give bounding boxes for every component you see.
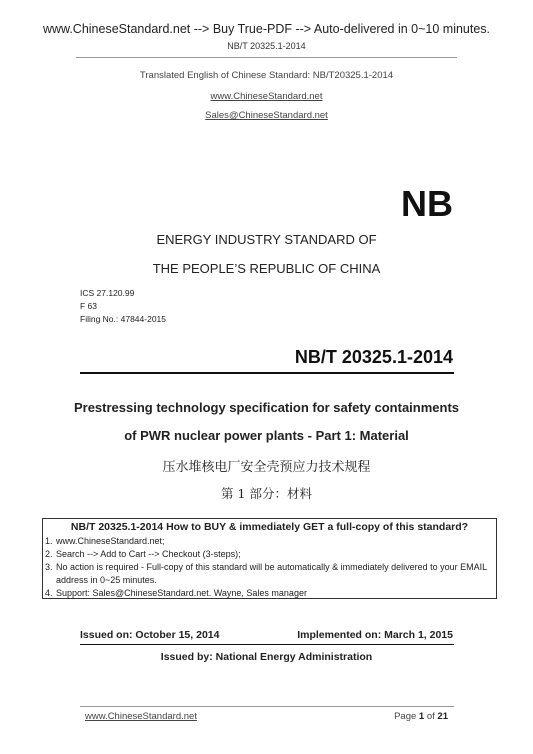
- website-link[interactable]: www.ChineseStandard.net: [210, 91, 323, 102]
- filing-number: Filing No.: 47844-2015: [80, 314, 167, 324]
- list-item: [45, 587, 494, 600]
- standard-type-line2: THE PEOPLE’S REPUBLIC OF CHINA: [152, 261, 381, 276]
- purchase-steps: [45, 535, 494, 600]
- step-text[interactable]: www.ChineseStandard.net;: [56, 536, 165, 546]
- purchase-heading: NB/T 20325.1-2014 How to BUY & immediately GET a full-copy of this standard?: [70, 521, 469, 533]
- implemented-date: Implemented on: March 1, 2015: [297, 629, 453, 641]
- dates-rule: [80, 644, 454, 645]
- step-number: 2.: [45, 549, 53, 559]
- standard-code: NB: [401, 183, 453, 224]
- ccs-code: F 63: [80, 301, 98, 311]
- page-indicator: [394, 711, 448, 722]
- translation-line: Translated English of Chinese Standard: NB/T20325.1-2014: [139, 70, 394, 81]
- step-number: 3.: [45, 562, 53, 572]
- email-link[interactable]: Sales@ChineseStandard.net: [205, 110, 328, 121]
- title-cn-line1: 压水堆核电厂安全壳预应力技术规程: [162, 460, 371, 475]
- list-item: [45, 561, 494, 587]
- step-text: No action is required - Full-copy of this standard will be automatically & immediately delivered to your EMAIL address in 0~25 minutes.: [56, 562, 487, 585]
- title-en-line2: of PWR nuclear power plants - Part 1: Material: [124, 428, 409, 443]
- title-cn-line2: 第 1 部分：材料: [221, 486, 312, 501]
- header-doc-ref: NB/T 20325.1-2014: [227, 41, 306, 51]
- list-item: [45, 548, 494, 561]
- footer-website-link[interactable]: www.ChineseStandard.net: [85, 711, 197, 722]
- step-number: 4.: [45, 588, 53, 598]
- list-item: [45, 535, 494, 548]
- header-divider: [76, 57, 457, 58]
- purchase-info-box: [42, 518, 497, 599]
- issuing-authority: Issued by: National Energy Administration: [160, 651, 373, 663]
- page-separator: of: [424, 711, 438, 722]
- ics-code: ICS 27.120.99: [80, 288, 135, 298]
- footer-divider: [80, 706, 454, 707]
- standard-number: NB/T 20325.1-2014: [294, 347, 453, 367]
- step-text: Search --> Add to Cart --> Checkout (3-steps);: [56, 549, 241, 559]
- issued-date: Issued on: October 15, 2014: [80, 629, 220, 641]
- page-total: 21: [437, 711, 448, 722]
- step-number: 1.: [45, 536, 53, 546]
- standard-number-rule: [80, 372, 454, 374]
- header-banner: www.ChineseStandard.net --> Buy True-PDF --> Auto-delivered in 0~10 minutes.: [42, 22, 491, 36]
- step-text: Support: Sales@ChineseStandard.net. Wayne, Sales manager: [56, 588, 307, 598]
- standard-type-line1: ENERGY INDUSTRY STANDARD OF: [156, 232, 377, 247]
- page-number: 1: [418, 711, 425, 722]
- title-en-line1: Prestressing technology specification for safety containments: [73, 400, 460, 415]
- page-prefix: Page: [394, 711, 419, 722]
